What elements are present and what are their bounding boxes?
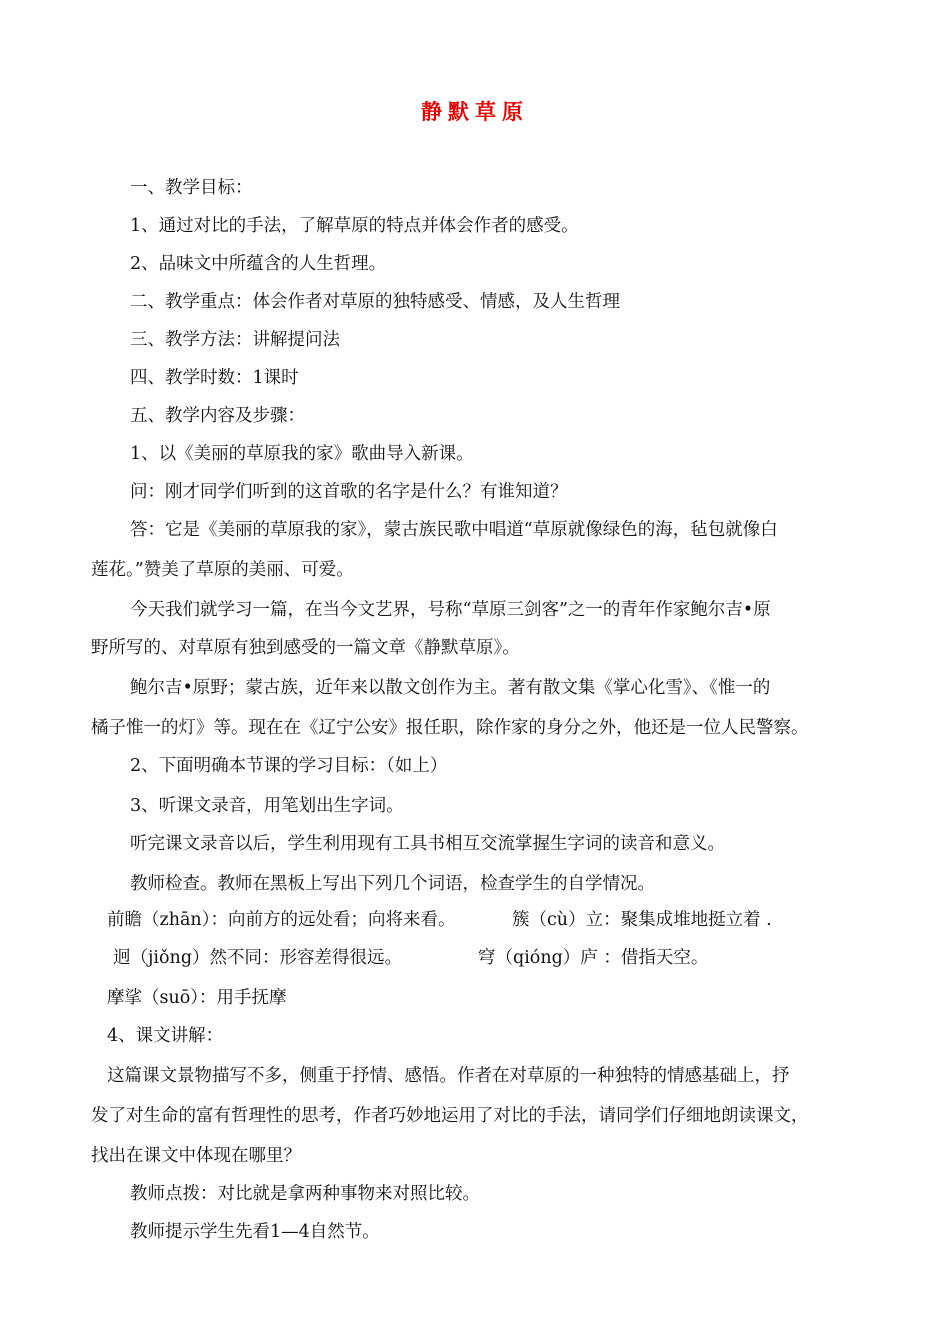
text-line: 1、通过对比的手法，了解草原的特点并体会作者的感受。 — [130, 216, 579, 236]
paragraph-line: 鲍尔吉•原野；蒙古族，近年来以散文创作为主。著有散文集《掌心化雪》、《惟一的 — [130, 678, 771, 698]
paragraph-line: 莲花。”赞美了草原的美丽、可爱。 — [91, 560, 354, 580]
paragraph-line: 橘子惟一的灯》等。现在在《辽宁公安》报任职，除作家的身分之外，他还是一位人民警察。 — [91, 718, 809, 738]
text-line: 3、听课文录音，用笔划出生字词。 — [130, 796, 404, 816]
paragraph-line: 找出在课文中体现在哪里？ — [91, 1146, 301, 1166]
text-line: 问：刚才同学们听到的这首歌的名字是什么？有谁知道？ — [130, 482, 568, 502]
vocab-item: 簇（cù）立：聚集成堆地挺立着 . — [512, 910, 772, 930]
vocab-item: 迥（jiǒng）然不同：形容差得很远。 — [113, 948, 403, 968]
document-title: 静默草原 — [421, 100, 529, 124]
vocab-item: 前瞻（zhān）：向前方的远处看；向将来看。 — [107, 910, 456, 930]
paragraph-line: 今天我们就学习一篇，在当今文艺界，号称“草原三剑客”之一的青年作家鲍尔吉•原 — [130, 600, 771, 620]
section-heading: 4、课文讲解： — [107, 1026, 224, 1046]
text-line: 教师点拨：对比就是拿两种事物来对照比较。 — [130, 1184, 480, 1204]
text-line: 2、品味文中所蕴含的人生哲理。 — [130, 254, 387, 274]
text-line: 四、教学时数：1课时 — [130, 368, 299, 388]
vocab-item: 穹（qióng）庐 ：借指天空。 — [478, 948, 709, 968]
paragraph-line: 野所写的、对草原有独到感受的一篇文章《静默草原》。 — [91, 638, 520, 658]
text-line: 1、以《美丽的草原我的家》歌曲导入新课。 — [130, 444, 474, 464]
text-line: 三、教学方法：讲解提问法 — [130, 330, 340, 350]
text-line: 二、教学重点：体会作者对草原的独特感受、情感，及人生哲理 — [130, 292, 620, 312]
text-line: 五、教学内容及步骤： — [130, 406, 305, 426]
text-line: 教师检查。教师在黑板上写出下列几个词语，检查学生的自学情况。 — [130, 874, 655, 894]
text-line: 2、下面明确本节课的学习目标：（如上） — [130, 756, 448, 776]
text-line: 一、教学目标： — [130, 178, 253, 198]
text-line: 教师提示学生先看1—4自然节。 — [130, 1222, 380, 1242]
text-line: 听完课文录音以后，学生利用现有工具书相互交流掌握生字词的读音和意义。 — [130, 834, 725, 854]
paragraph-line: 答：它是《美丽的草原我的家》，蒙古族民歌中唱道“草原就像绿色的海，毡包就像白 — [130, 520, 778, 540]
vocab-item: 摩挲（suō）：用手抚摩 — [107, 988, 287, 1008]
paragraph-line: 这篇课文景物描写不多，侧重于抒情、感悟。作者在对草原的一种独特的情感基础上，抒 — [107, 1066, 790, 1086]
paragraph-line: 发了对生命的富有哲理性的思考，作者巧妙地运用了对比的手法，请同学们仔细地朗读课文， — [91, 1106, 809, 1126]
